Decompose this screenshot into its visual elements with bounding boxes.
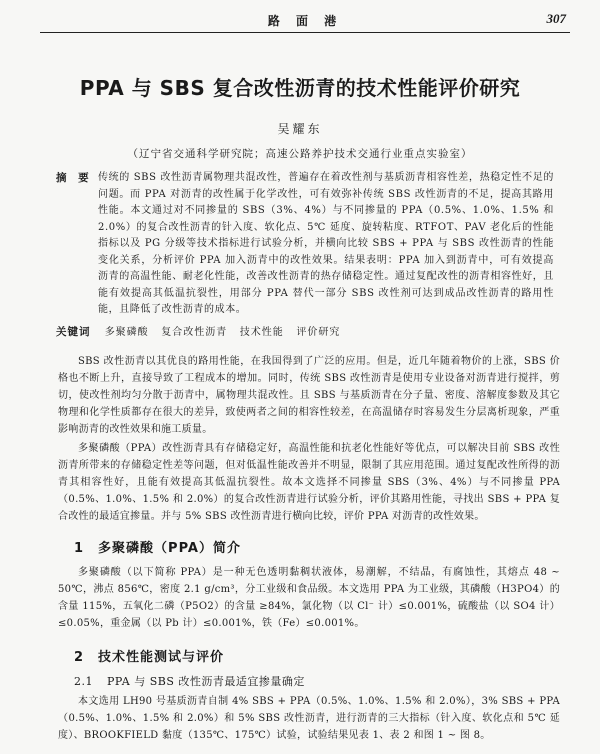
section-1-number: 1 [74,541,85,556]
section-1-heading [74,537,241,556]
author-name: 吴耀东 [277,122,323,136]
keyword-item: 技术性能 [239,327,284,338]
keywords-label: 关键词 [56,326,91,338]
abstract-text: 传统的 SBS 改性沥青属物理共混改性，普遍存在着改性剂与基质沥青相容性差，热稳定性不足的问题。而 PPA 对沥青的改性属于化学改性，可有效弥补传统 SBS 改性沥青的不足，提高其路用性能。本文通过对不同掺量的 SBS（3%、4%）与不同掺量的 PPA（0.5%、1.0%、1.5% 和 2.0%）的复合改性沥青的针入度、软化点、5℃ 延度、旋转粘度、RTFOT、PAV 老化后的性能指标以及 PG 分级等技术指标进行试验分析，并横向比较 SBS + PPA 与 SBS 改性沥青的性能变化关系，分析评价 PPA 加入沥青中的改性效果。结果表明：PPA 加入到沥青中，可有效提高沥青的高温性能、耐老化性能，改善改性沥青的热存储稳定性。通过复配改性的沥青相容性好，且能有效提高其低温抗裂性，用部分 PPA 替代一部分 SBS 改性剂可达到成品改性沥青的路用性能，且降低了改性沥青的成本。 [98,172,554,315]
keyword-item: 评价研究 [296,327,341,338]
subsection-2-1-title: PPA 与 SBS 改性沥青最适宜掺量确定 [107,675,305,688]
page-number: 307 [546,11,566,26]
section-2-heading [74,646,224,665]
abstract [56,170,554,319]
intro-paragraph-2: 多聚磷酸（PPA）改性沥青具有存储稳定好，高温性能和抗老化性能好等优点，可以解决目前 SBS 改性沥青所带来的存储稳定性差等问题，但对低温性能改善并不明显，限制了其应用范围。通过复配改性所得的沥青其相容性好，且能有效提高其低温抗裂性。故本文选择不同掺量 SBS（3%、4%）与不同掺量 PPA（0.5%、1.0%、1.5% 和 2.0%）的复合改性沥青进行试验分析，评价其路用性能，寻找出 SBS + PPA 复合改性的最适宜掺量。并与 5% SBS 改性沥青进行横向比较，评价 PPA 对沥青的改性效果。 [58,443,560,522]
keyword-item: 多聚磷酸 [104,327,149,338]
abstract-label: 摘 要 [56,172,93,184]
intro-paragraph-1: SBS 改性沥青以其优良的路用性能，在我国得到了广泛的应用。但是，近几年随着物价的上涨，SBS 价格也不断上升，直接导致了工程成本的增加。同时，传统 SBS 改性沥青是使用专业设备对沥青进行搅拌，剪切，使改性剂均匀分散于沥青中，属物理共混改性。且 SBS 与基质沥青在分子量、密度、溶解度参数及其它物理和化学性质都存在很大的差异，致使两者之间的相容性较差，在高温储存时容易发生分层离析现象，严重影响沥青的改性效果和施工质量。 [58,356,560,435]
section-2-paragraph: 本文选用 LH90 号基质沥青自制 4% SBS + PPA（0.5%、1.0%、1.5% 和 2.0%），3% SBS + PPA（0.5%、1.0%、1.5% 和 2.0%）和 5% SBS 改性沥青，进行沥青的三大指标（针入度、软化点和 5℃ 延度）、BROOKFIELD 黏度（135℃、175℃）试验，试验结果见表 1、表 2 和图 1 ~ 图 8。 [58,696,560,741]
subsection-2-1-heading [74,673,305,689]
section-2-title: 技术性能测试与评价 [98,650,225,665]
keyword-item: 复合改性沥青 [161,327,228,338]
subsection-2-1-number: 2.1 [74,675,93,688]
keywords [56,323,554,339]
article-title: PPA 与 SBS 复合改性沥青的技术性能评价研究 [79,76,521,100]
section-1-paragraph: 多聚磷酸（以下简称 PPA）是一种无色透明黏稠状液体，易潮解，不结晶，有腐蚀性，其熔点 48 ~ 50℃，沸点 856℃，密度 2.1 g/cm³，分工业级和食品级。本文选用 PPA 为工业级，其磷酸（H3PO4）的含量 115%，五氧化二磷（P5O2）的含量 ≥84%，氯化物（以 Cl⁻ 计）≤0.001%，硫酸盐（以 SO4 计）≤0.05%，重金属（以 Pb 计）≤0.001%，铁（Fe）≤0.001%。 [58,567,560,629]
section-1-title: 多聚磷酸（PPA）简介 [98,541,241,556]
section-2-number: 2 [74,650,85,665]
running-head [40,10,570,33]
author-affiliation: （辽宁省交通科学研究院；高速公路养护技术交通行业重点实验室） [127,148,473,160]
journal-name: 路 面 港 [267,14,343,28]
